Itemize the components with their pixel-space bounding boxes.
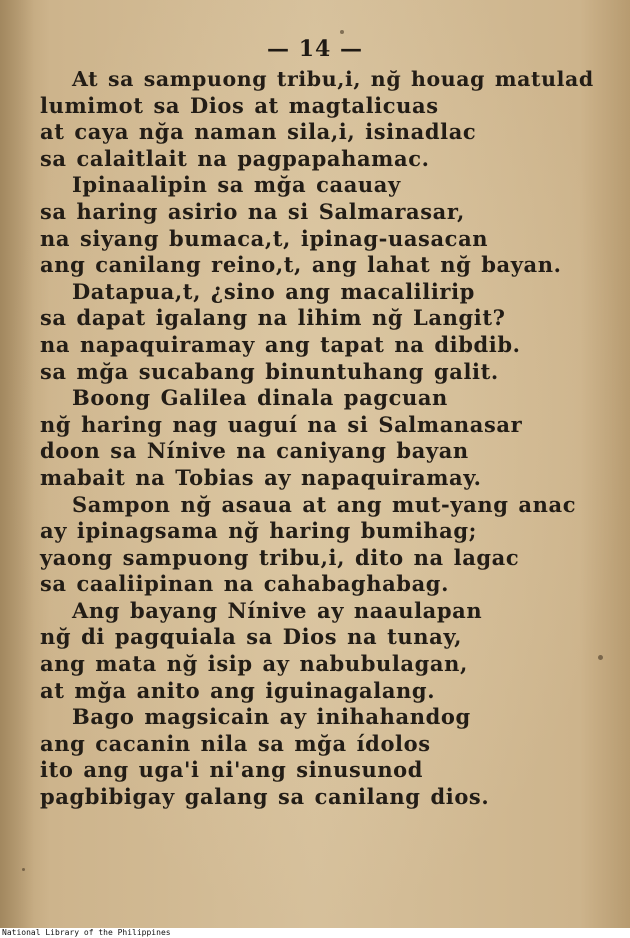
paper-speck [22,868,25,871]
text-line: mabait na Tobias ay napaquiramay. [40,464,482,490]
text-line: ay ipinagsama nğ haring bumihag; [40,518,477,544]
text-line: sa caaliipinan na cahabaghabag. [40,571,449,597]
footer-bar [0,928,630,938]
text-line: at mğa anito ang iguinagalang. [40,677,436,703]
text-line: nğ di pagquiala sa Dios na tunay, [40,624,463,650]
text-line: sa dapat igalang na lihim nğ Langit? [40,305,506,331]
text-line: Bago magsicain ay inihahandog [72,704,471,730]
text-line: ang cacanin nila sa mğa ídolos [40,730,431,756]
text-line: nğ haring nag uaguí na si Salmanasar [40,411,523,437]
text-line: ang mata nğ isip ay nabubulagan, [40,651,468,677]
text-line: pagbibigay galang sa canilang dios. [40,784,490,810]
text-line: Datapua,t, ¿sino ang macalilirip [72,278,475,304]
text-line: sa calaitlait na pagpapahamac. [40,145,430,171]
text-line: sa mğa sucabang binuntuhang galit. [40,358,499,384]
text-line: ang canilang reino,t, ang lahat nğ bayan. [40,252,562,278]
footer-credit: National Library of the Philippines [2,928,171,937]
text-line: Sampon nğ asaua at ang mut-yang anac [72,491,577,517]
text-line: sa haring asirio na si Salmarasar, [40,198,465,224]
text-line: At sa sampuong tribu,i, nğ houag matulad [72,67,594,91]
text-line: ito ang uga'i ni'ang sinusunod [40,757,424,783]
text-line: lumimot sa Dios at magtalicuas [40,92,439,118]
text-line: na siyang bumaca,t, ipinag-uasacan [40,225,489,251]
text-line: at caya nğa naman sila,i, isinadlac [40,119,477,145]
paper-speck [340,30,344,34]
text-line: Ang bayang Nínive ay naaulapan [72,597,483,623]
text-line: na napaquiramay ang tapat na dibdib. [40,331,521,357]
paper-speck [598,655,603,660]
page-number: — 14 — [267,36,363,62]
text-line: doon sa Nínive na caniyang bayan [40,438,469,464]
text-line: Boong Galilea dinala pagcuan [72,385,448,411]
poem-text-block [40,66,600,811]
text-line: yaong sampuong tribu,i, dito na lagac [40,544,520,570]
text-line: Ipinaalipin sa mğa caauay [72,172,401,198]
